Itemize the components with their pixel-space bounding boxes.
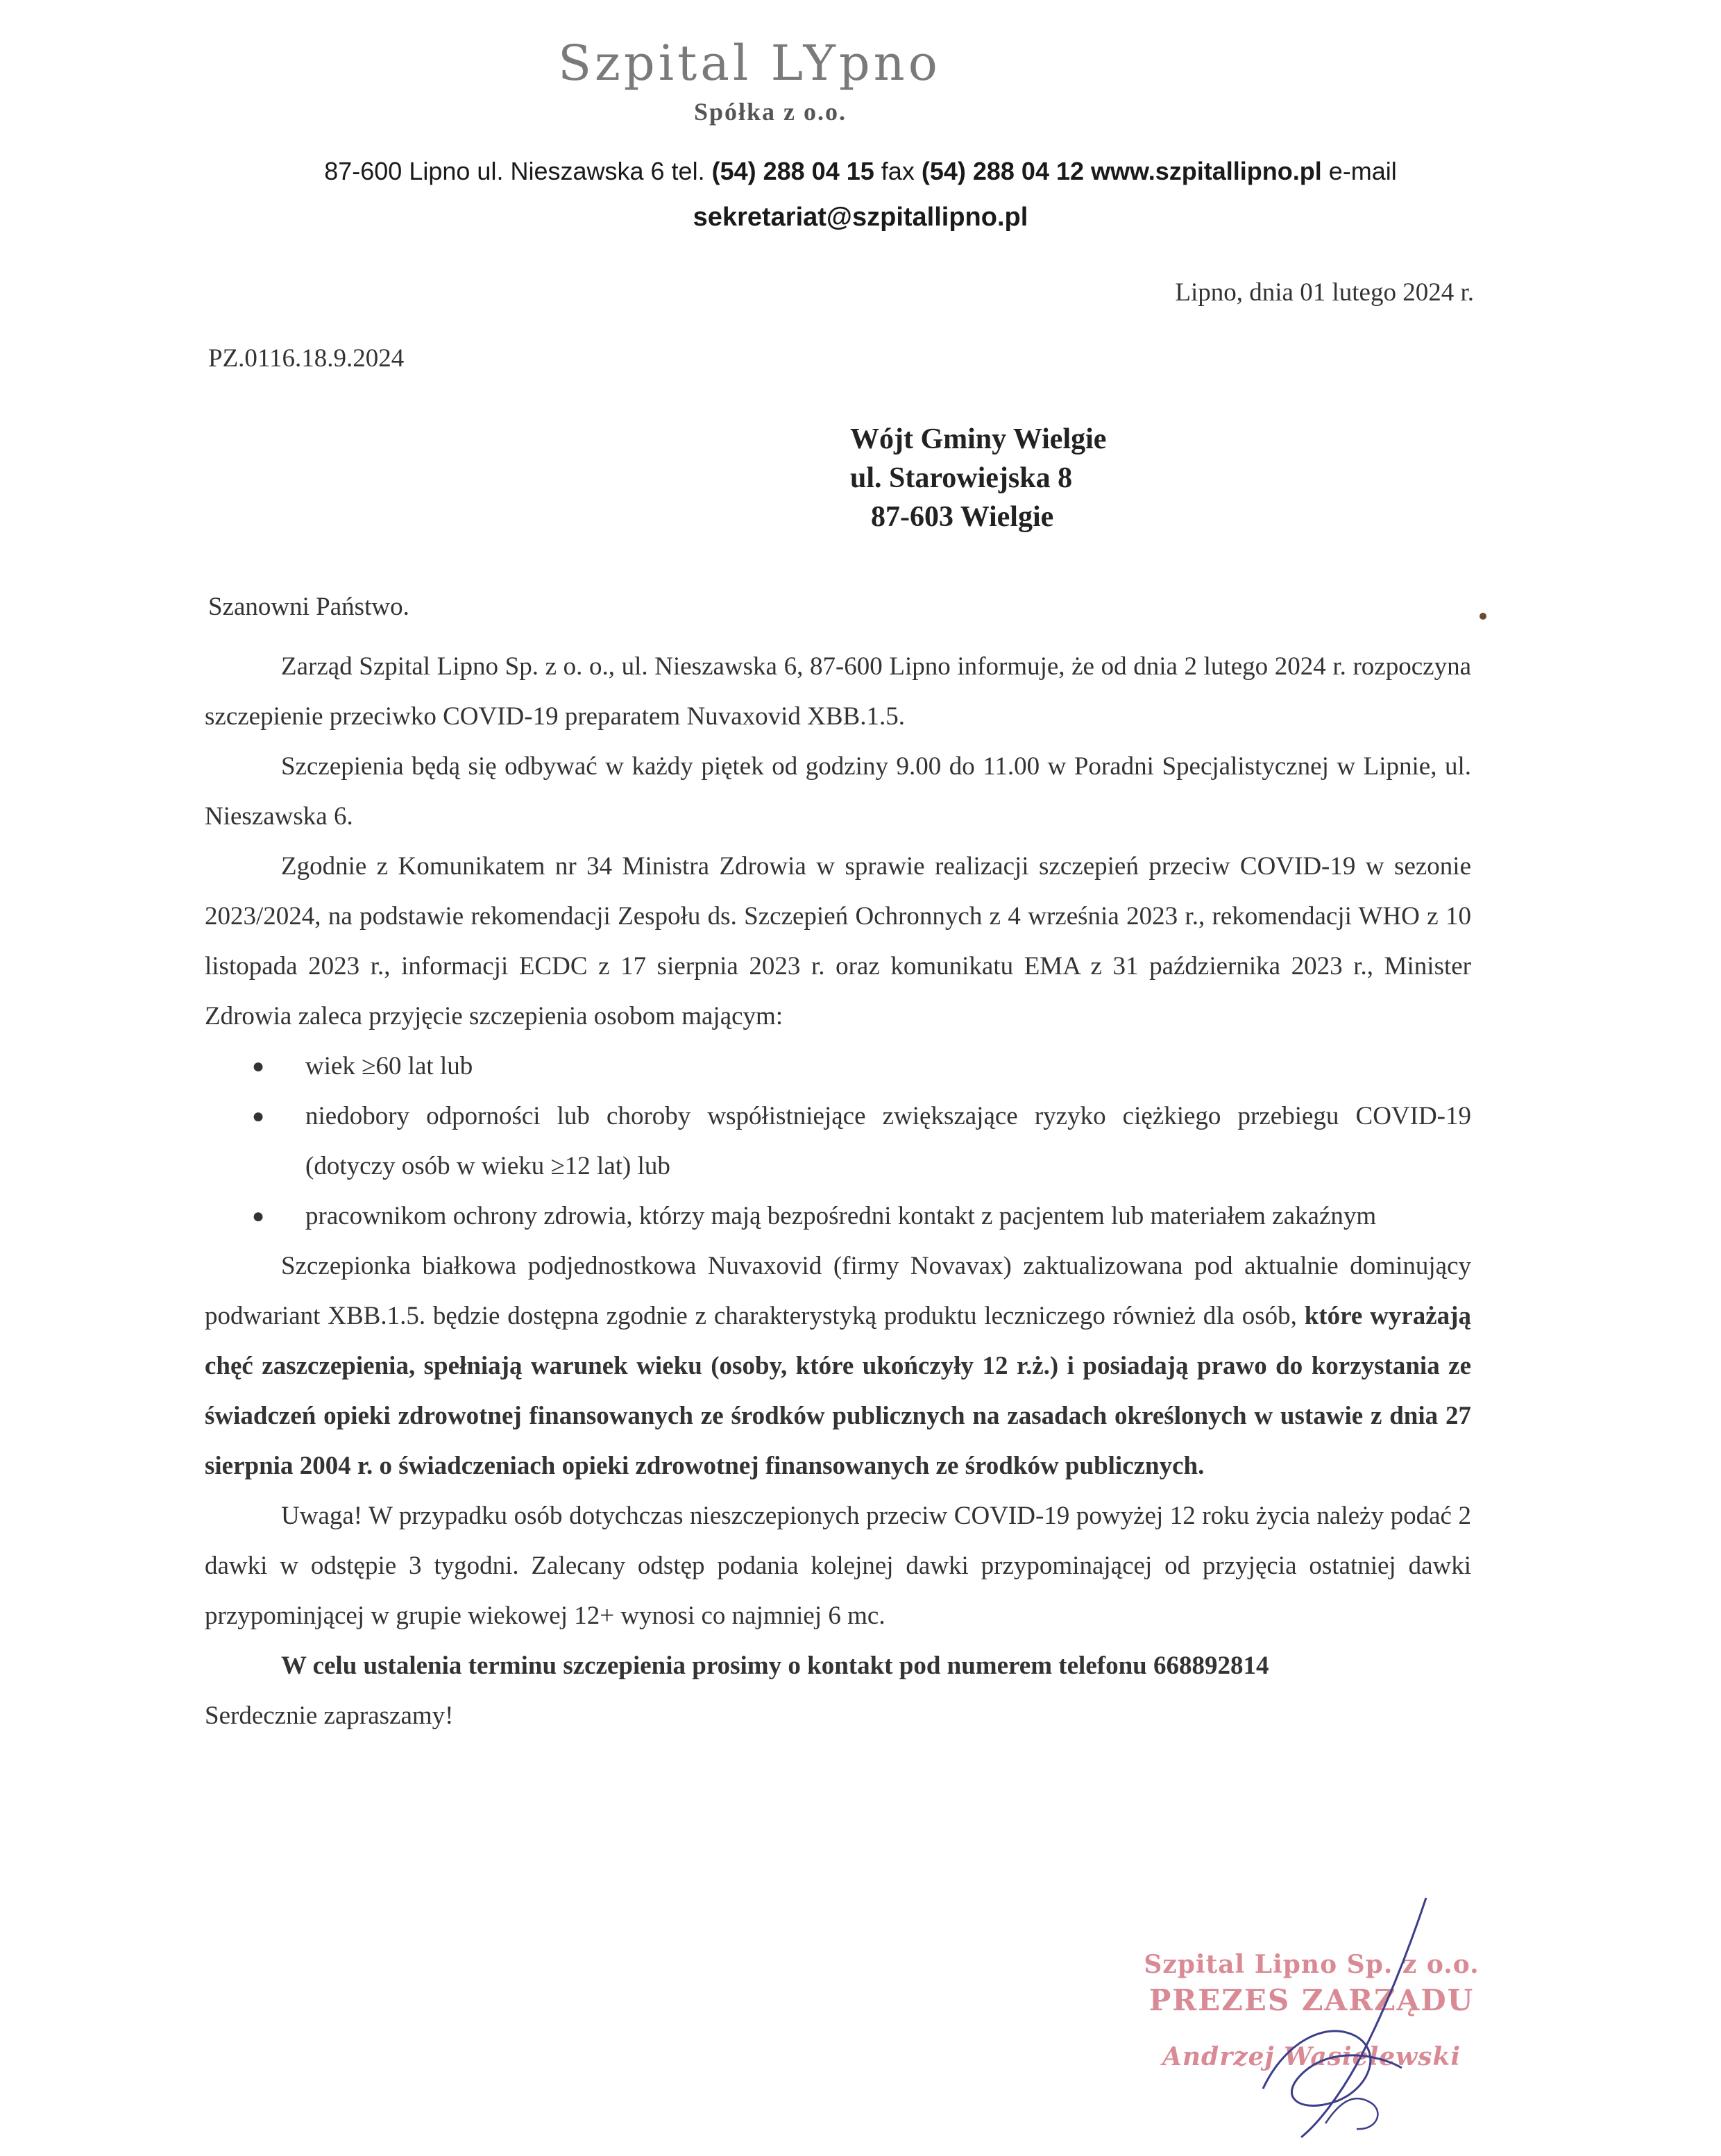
contact-fax-label: fax	[881, 157, 915, 185]
contact-tel: (54) 288 04 15	[711, 157, 874, 185]
list-item	[205, 1191, 1471, 1241]
vaccine-info-text: Szczepionka białkowa podjednostkowa Nuvaxovid (firmy Novavax) zaktualizowana pod aktualnie dominujący podwariant XBB.1.5. będzie dostępna zgodnie z charakterystyką produktu leczniczego również dla osób,	[205, 1252, 1471, 1330]
paragraph-schedule: Szczepienia będą się odbywać w każdy piętek od godziny 9.00 do 11.00 w Poradni Specjalistycznej w Lipnie, ul. Nieszawska 6.	[205, 752, 1471, 831]
contact-website: www.szpitallipno.pl	[1091, 157, 1322, 185]
letterhead-email: sekretariat@szpitallipno.pl	[693, 203, 1028, 232]
contact-email-label: e-mail	[1328, 157, 1397, 185]
paragraph-recommendation: Zgodnie z Komunikatem nr 34 Ministra Zdrowia w sprawie realizacji szczepień przeciw COVID-19 w sezonie 2023/2024, na podstawie rekomendacji Zespołu ds. Szczepień Ochronnych z 4 września 2023 r., rekomendacji WHO z 10 listopada 2023 r., informacji ECDC z 17 sierpnia 2023 r. oraz komunikatu EMA z 31 października 2023 r., Minister Zdrowia zaleca przyjęcie szczepienia osobom mającym:	[205, 852, 1471, 1030]
closing-line: Serdecznie zapraszamy!	[205, 1701, 454, 1730]
stamp-name: Andrzej Wasielewski	[1162, 2042, 1461, 2071]
bullet-dot-icon: ●	[252, 1205, 265, 1228]
addressee-city: 87-603 Wielgie	[871, 501, 1054, 533]
scan-speck	[1480, 613, 1486, 620]
list-item-text: pracownikom ochrony zdrowia, którzy mają bezpośredni kontakt z pacjentem lub materiałem zakaźnym	[305, 1202, 1377, 1230]
paragraph-note: Uwaga! W przypadku osób dotychczas nieszczepionych przeciw COVID-19 powyżej 12 roku życia należy podać 2 dawki w odstępie 3 tygodni. Zalecany odstęp podania kolejnej dawki przypominającej od przyjęcia ostatniej dawki przypominjącej w grupie wiekowej 12+ wynosi co najmniej 6 mc.	[205, 1502, 1471, 1630]
addressee-street: ul. Starowiejska 8	[850, 462, 1073, 494]
list-item	[205, 1042, 1471, 1092]
stamp-company: Szpital Lipno Sp. z o.o.	[1144, 1950, 1480, 1979]
addressee-block	[850, 420, 1106, 536]
letterhead-contact-line	[0, 157, 1721, 186]
letterhead-logo-title: Szpital LYpno	[558, 35, 941, 92]
letter-body	[205, 642, 1471, 1741]
stamp-title: PREZES ZARZĄDU	[1148, 1983, 1475, 2017]
letter-date: Lipno, dnia 01 lutego 2024 r.	[1175, 278, 1474, 307]
reference-number: PZ.0116.18.9.2024	[208, 344, 405, 373]
letterhead-logo-subtitle: Spółka z o.o.	[693, 98, 847, 126]
paragraph-vaccine-info	[205, 1241, 1471, 1491]
list-item-text: niedobory odporności lub choroby współistniejące zwiększające ryzyko ciężkiego przebiegu COVID-19 (dotyczy osób w wieku ≥12 lat) lub	[305, 1102, 1471, 1180]
greeting: Szanowni Państwo.	[208, 593, 409, 621]
bullet-dot-icon: ●	[252, 1055, 265, 1078]
signature	[1235, 1894, 1464, 2144]
bullet-dot-icon: ●	[252, 1105, 265, 1128]
contact-address: 87-600 Lipno ul. Nieszawska 6	[324, 157, 665, 185]
paragraph-contact-phone: W celu ustalenia terminu szczepienia prosimy o kontakt pod numerem telefonu 668892814	[281, 1652, 1269, 1680]
list-item-text: wiek ≥60 lat lub	[305, 1052, 473, 1080]
list-item	[205, 1092, 1471, 1191]
vaccine-info-bold-text: które wyrażają chęć zaszczepienia, spełniają warunek wieku (osoby, które ukończyły 12 r.ż.) i posiadają prawo do korzystania ze świadczeń opieki zdrowotnej finansowanych ze środków publicznych na zasadach określonych w ustawie z dnia 27 sierpnia 2004 r. o świadczeniach opieki zdrowotnej finansowanych ze środków publicznych.	[205, 1302, 1471, 1480]
eligibility-list	[205, 1042, 1471, 1241]
contact-fax: (54) 288 04 12	[921, 157, 1085, 185]
contact-tel-label: tel.	[671, 157, 705, 185]
paragraph-announcement: Zarząd Szpital Lipno Sp. z o. o., ul. Nieszawska 6, 87-600 Lipno informuje, że od dnia 2 lutego 2024 r. rozpoczyna szczepienie przeciwko COVID-19 preparatem Nuvaxovid XBB.1.5.	[205, 652, 1471, 731]
addressee-name: Wójt Gminy Wielgie	[850, 423, 1107, 455]
